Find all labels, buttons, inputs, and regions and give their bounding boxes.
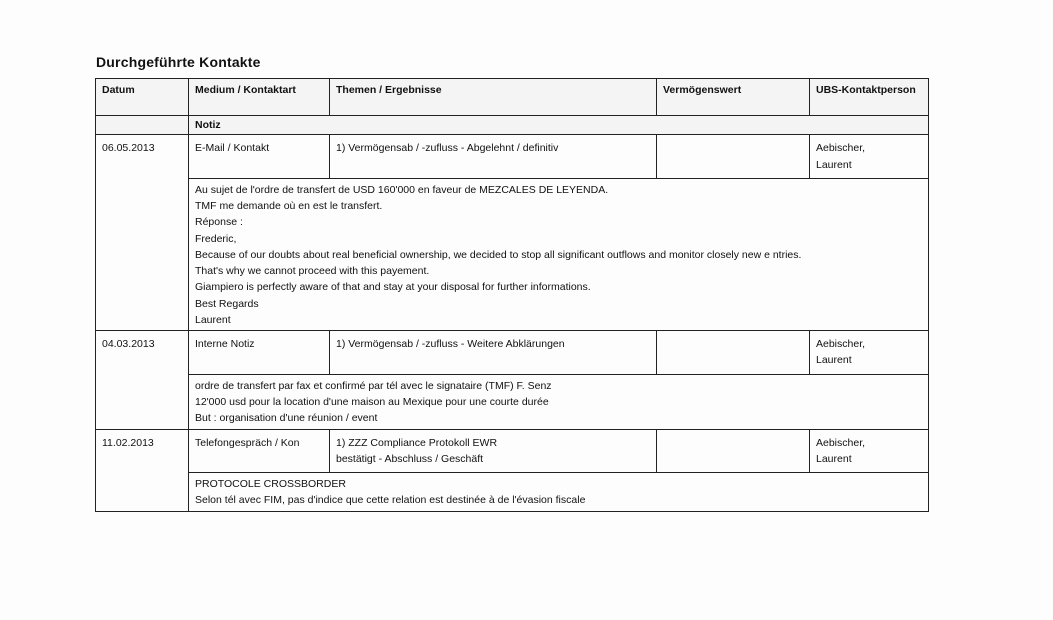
entry-summary — [189, 331, 928, 375]
entry-person — [810, 331, 928, 374]
entry-medium: Interne Notiz — [189, 331, 330, 374]
entry-vermoegenswert — [657, 331, 810, 374]
note-line: That's why we cannot proceed with this payement. — [195, 265, 430, 278]
header-datum: Datum — [96, 79, 189, 115]
entry-summary — [189, 430, 928, 474]
note-line: TMF me demande où en est le transfert. — [195, 200, 383, 213]
entry-body — [189, 135, 928, 330]
entry-date: 06.05.2013 — [96, 135, 189, 330]
entry-note — [189, 375, 928, 429]
header-notiz-spacer — [96, 116, 189, 134]
entry-person — [810, 430, 928, 473]
table-row — [96, 331, 928, 429]
note-line: Because of our doubts about real beneficial ownership, we decided to stop all significant outflows and monitor closely new e ntries. — [195, 248, 802, 261]
note-line: Giampiero is perfectly aware of that and stay at your disposal for further informations. — [195, 281, 591, 294]
note-line: Best Regards — [195, 297, 259, 310]
entry-vermoegenswert — [657, 135, 810, 178]
entry-medium: E-Mail / Kontakt — [189, 135, 330, 178]
note-line: 12'000 usd pour la location d'une maison au Mexique pour une courte durée — [195, 395, 549, 408]
table-row — [96, 135, 928, 331]
note-line: Réponse : — [195, 216, 243, 229]
entry-person — [810, 135, 928, 178]
entry-vermoegenswert — [657, 430, 810, 473]
entry-person-surname: Aebischer, — [816, 142, 866, 155]
entry-note — [189, 179, 928, 330]
entry-body — [189, 430, 928, 511]
entry-person-surname: Aebischer, — [816, 338, 866, 351]
entry-themen-line: 1) ZZZ Compliance Protokoll EWR — [336, 436, 498, 449]
entry-date: 11.02.2013 — [96, 430, 189, 511]
entry-themen: 1) Vermögensab / -zufluss - Weitere Abklärungen — [330, 331, 657, 374]
entry-person-firstname: Laurent — [816, 158, 852, 171]
entry-body — [189, 331, 928, 428]
section-title: Durchgeführte Kontakte — [96, 54, 261, 70]
entry-summary — [189, 135, 928, 179]
note-line: Au sujet de l'ordre de transfert de USD 160'000 en faveur de MEZCALES DE LEYENDA. — [195, 183, 609, 196]
entry-note — [189, 473, 928, 511]
table-header-row — [96, 79, 928, 116]
table-header-notiz-row — [96, 116, 928, 135]
note-line: Frederic, — [195, 232, 237, 245]
entry-date: 04.03.2013 — [96, 331, 189, 428]
entry-person-surname: Aebischer, — [816, 436, 866, 449]
entry-medium: Telefongespräch / Kon — [189, 430, 330, 473]
note-line: ordre de transfert par fax et confirmé par tél avec le signataire (TMF) F. Senz — [195, 379, 552, 392]
note-line: Laurent — [195, 313, 231, 326]
entry-themen — [330, 430, 657, 473]
note-line: Selon tél avec FIM, pas d'indice que cette relation est destinée à de l'évasion fiscale — [195, 494, 586, 507]
header-medium: Medium / Kontaktart — [189, 79, 330, 115]
header-themen: Themen / Ergebnisse — [330, 79, 657, 115]
entry-person-firstname: Laurent — [816, 354, 852, 367]
note-line: PROTOCOLE CROSSBORDER — [195, 478, 346, 491]
header-notiz: Notiz — [189, 116, 928, 134]
entry-person-firstname: Laurent — [816, 452, 852, 465]
note-line: But : organisation d'une réunion / event — [195, 412, 378, 425]
header-vermoegenswert: Vermögenswert — [657, 79, 810, 115]
entry-themen-line: bestätigt - Abschluss / Geschäft — [336, 452, 484, 465]
contacts-table — [95, 78, 929, 512]
table-row — [96, 430, 928, 511]
entry-themen: 1) Vermögensab / -zufluss - Abgelehnt / definitiv — [330, 135, 657, 178]
header-kontaktperson: UBS-Kontaktperson — [810, 79, 928, 115]
